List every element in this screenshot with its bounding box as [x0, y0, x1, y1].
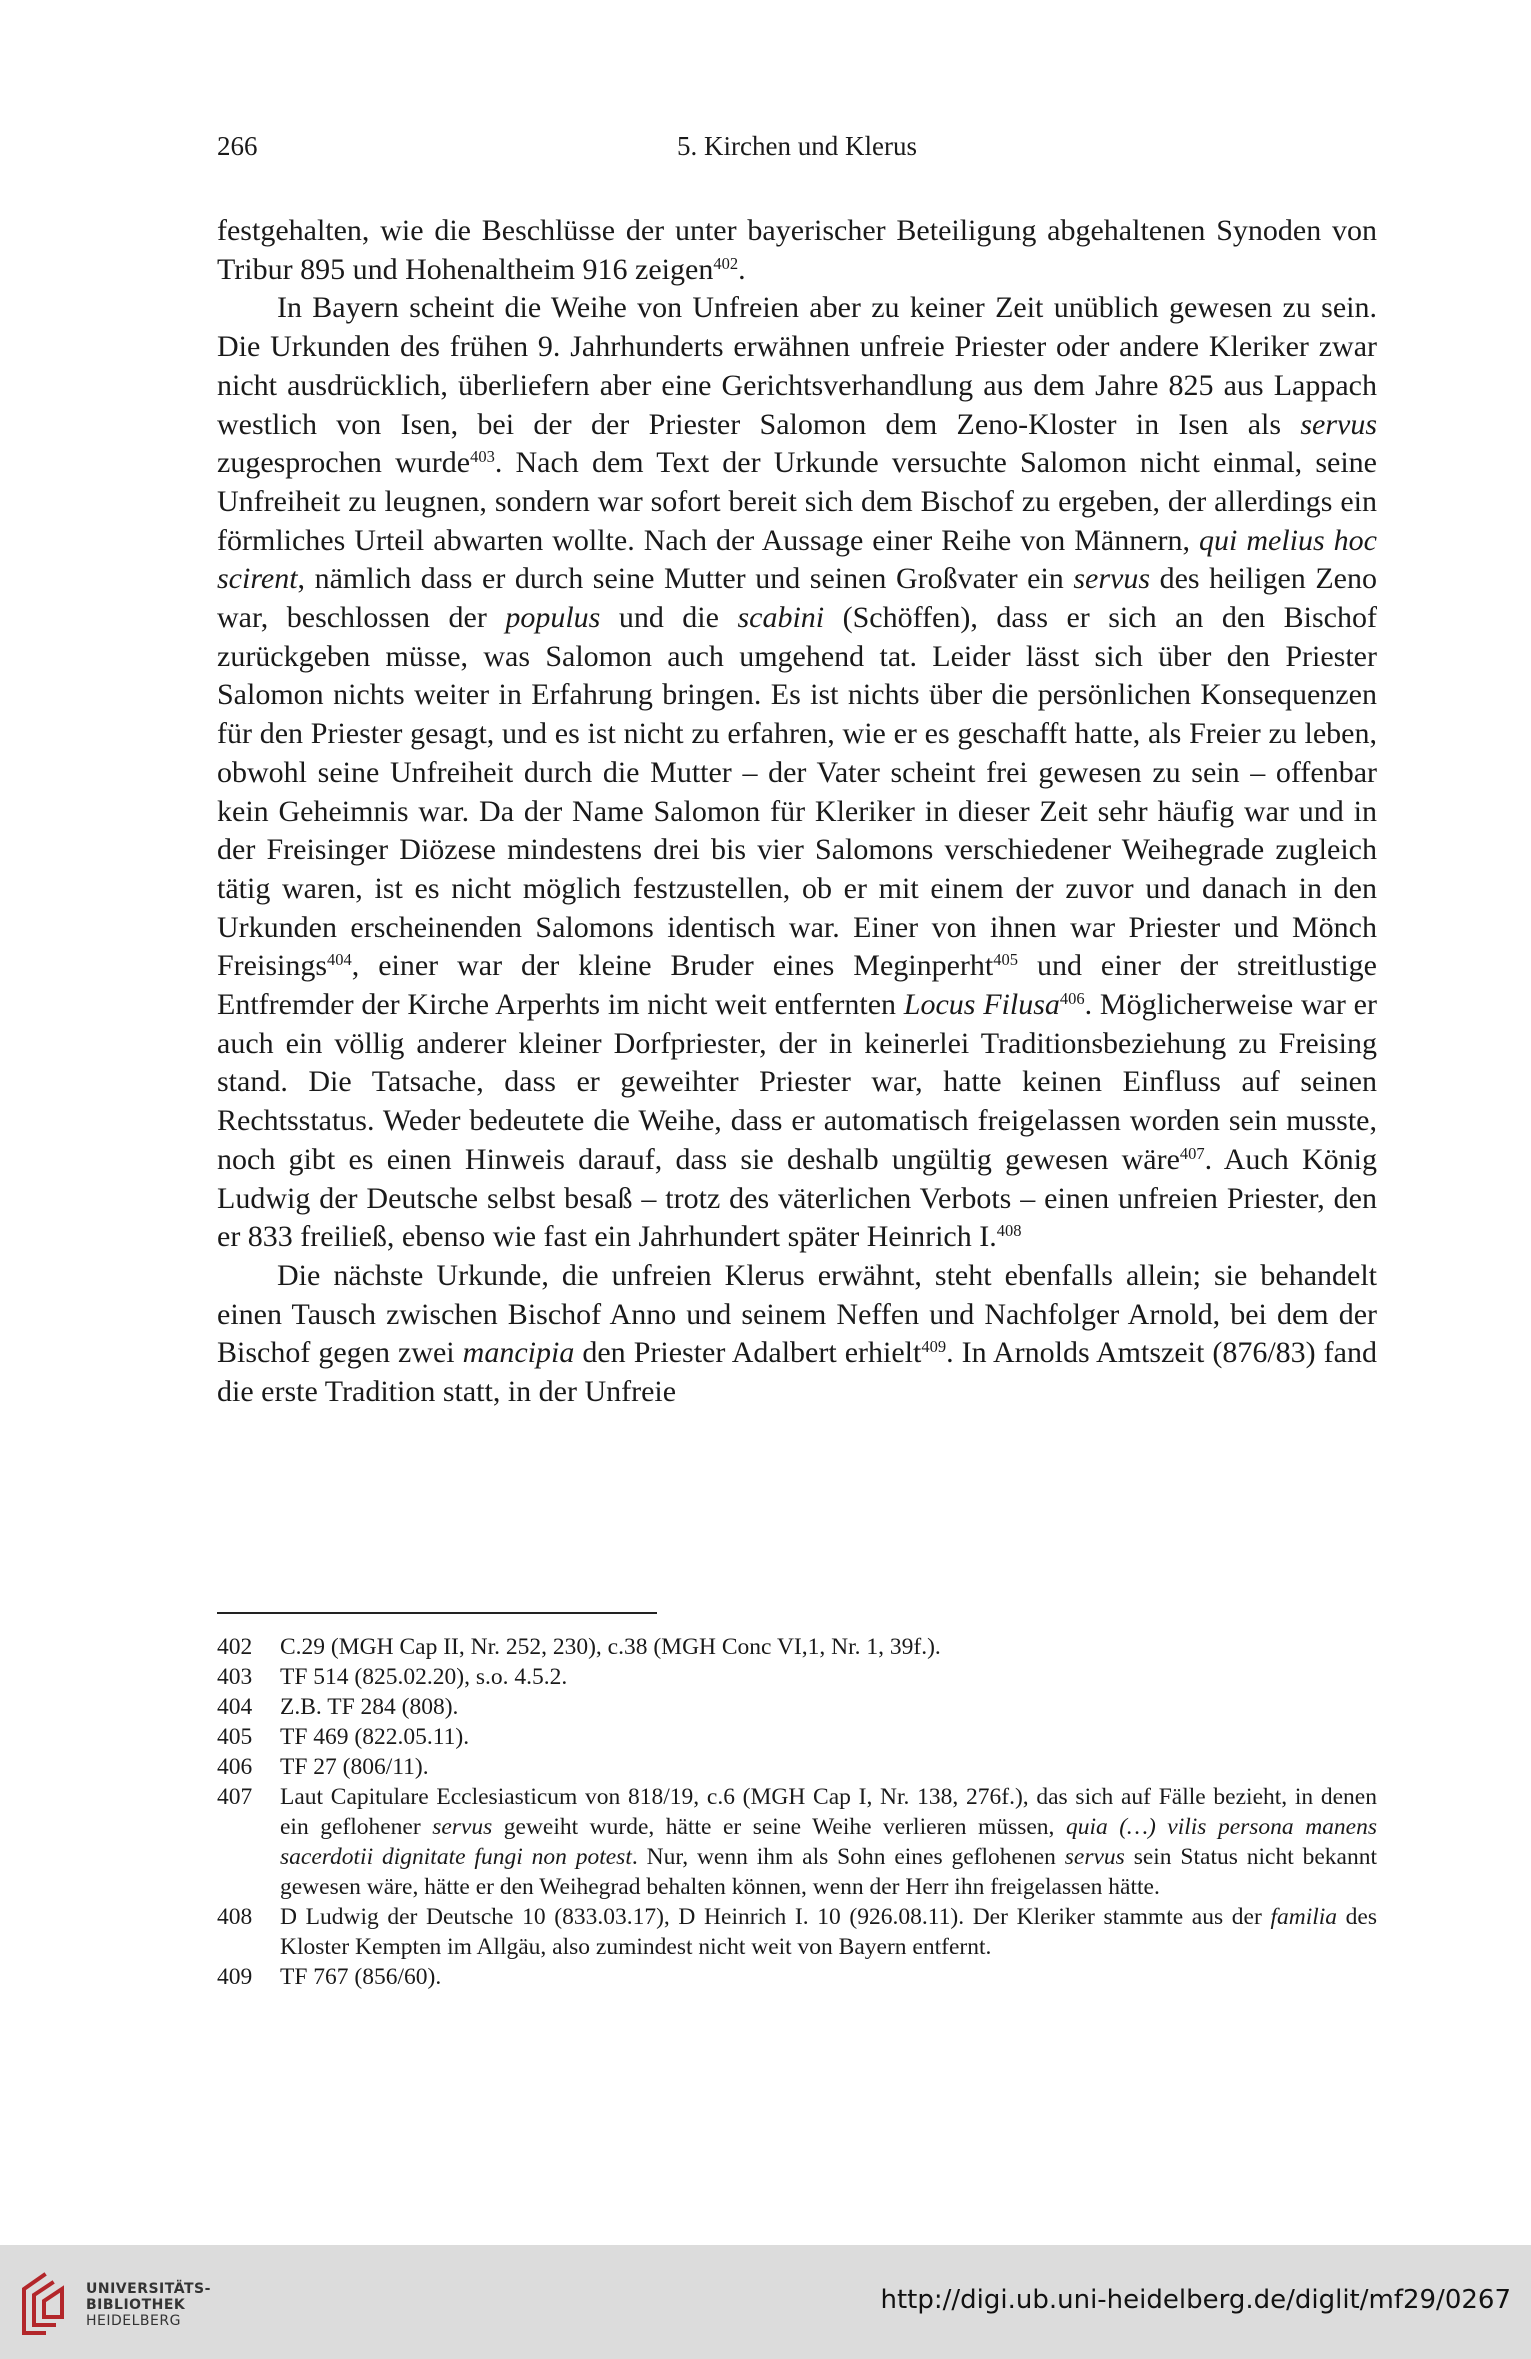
running-title: 5. Kirchen und Klerus — [677, 131, 917, 161]
latin-term: Locus Filusa — [903, 988, 1060, 1022]
footnote-ref-406[interactable]: 406 — [1059, 988, 1085, 1008]
footnote-ref-405[interactable]: 405 — [993, 950, 1019, 970]
footnote-number: 407 — [217, 1784, 253, 1810]
footnote-402 — [217, 1632, 1377, 1662]
digitization-footer — [0, 2245, 1531, 2359]
footnote-406 — [217, 1752, 1377, 1782]
footnote-separator — [217, 1612, 657, 1614]
text-run: festgehalten, wie die Beschlüsse der unter bayerischer Beteiligung abgehaltenen Synoden von Tribur 895 und Hohenaltheim 916 zeigen — [217, 214, 1377, 286]
paragraph-1 — [217, 212, 1377, 289]
text-run: zugesprochen wurde — [217, 446, 471, 480]
footnote-text: TF 514 (825.02.20), s.o. 4.5.2. — [280, 1664, 568, 1690]
latin-term: mancipia — [462, 1336, 575, 1370]
footnote-405 — [217, 1722, 1377, 1752]
text-run: . Nach dem Text der Urkunde versuchte Salomon nicht einmal, seine Unfreiheit zu leugnen, sondern war sofort bereit sich dem Bischof zu ergeben, der allerdings ein förmliches Urteil abwarten wollte. Nach der Aussage einer Reihe von Männern, — [217, 446, 1377, 557]
text-run: . — [738, 252, 746, 286]
library-name-line-2: BIBLIOTHEK — [86, 2297, 186, 2313]
latin-term: servus — [1300, 407, 1377, 441]
footnote-text: des Kloster Kempten im Allgäu, also zumindest nicht weit von Bayern entfernt. — [280, 1904, 1378, 1960]
footnote-text: . Nur, wenn ihm als Sohn eines geflohenen — [631, 1844, 1065, 1870]
library-logo[interactable] — [18, 2269, 318, 2339]
footnote-text: TF 27 (806/11). — [280, 1754, 429, 1780]
footnote-409 — [217, 1962, 1377, 1992]
text-run: , nämlich dass er durch seine Mutter und seinen Großvater ein — [297, 562, 1074, 596]
footnote-number: 408 — [217, 1904, 253, 1930]
text-run: (Schöffen), dass er sich an den Bischof zurückgeben müsse, was Salomon auch umgehend tat. Leider lässt sich über den Priester Salomon nichts weiter in Erfahrung bringen. Es ist nichts über die persönlichen Konsequenzen für den Priester gesagt, und es ist nicht zu erfahren, wie er es geschafft hatte, als Freier zu leben, obwohl seine Unfreiheit durch die Mutter – der Vater scheint frei gewesen zu sein – offenbar kein Geheimnis war. Da der Name Salomon für Kleriker in dieser Zeit sehr häufig war und in der Freisinger Diözese mindestens drei bis vier Salomons verschiedener Weihegrade zugleich tätig waren, ist es nicht möglich festzustellen, ob er mit einem der zuvor und danach in den Urkunden erscheinenden Salomons identisch war. Einer von ihnen war Priester und Mönch Freisings — [217, 601, 1377, 983]
footnote-number: 405 — [217, 1724, 253, 1750]
text-run: Die nächste Urkunde, die unfreien Klerus erwähnt, steht ebenfalls allein; sie behandelt einen Tausch zwischen Bischof Anno und seinem Neffen und Nachfolger Arnold, bei dem der Bischof gegen zwei — [217, 1258, 1377, 1370]
footnote-407 — [217, 1782, 1377, 1902]
latin-term: servus — [432, 1814, 493, 1840]
latin-term: servus — [1073, 562, 1151, 596]
footnote-ref-402[interactable]: 402 — [713, 253, 739, 273]
paragraph-2 — [217, 289, 1377, 1257]
text-run: den Priester Adalbert erhielt — [574, 1336, 922, 1370]
footnote-text: Laut Capitulare Ecclesiasticum von 818/19, c.6 (MGH Cap I, Nr. 138, 276f.), das sich auf Fälle bezieht, in denen ein geflohener — [280, 1784, 1377, 1840]
footnote-text: TF 469 (822.05.11). — [280, 1724, 470, 1750]
library-name — [86, 2281, 211, 2329]
library-logo-icon — [18, 2269, 76, 2339]
latin-term: servus — [1064, 1844, 1125, 1870]
footnote-404 — [217, 1692, 1377, 1722]
footnote-403 — [217, 1662, 1377, 1692]
main-text — [217, 212, 1377, 1412]
library-name-line-3: HEIDELBERG — [86, 2313, 181, 2329]
text-run: . Möglicherweise war er auch ein völlig anderer kleiner Dorfpriester, der in keinerlei Traditionsbeziehung zu Freising stand. Die Tatsache, dass er geweihter Priester war, hatte keinen Einfluss auf seinen Rechtsstatus. Weder bedeutete die Weihe, dass er automatisch freigelassen worden sein musste, noch gibt es einen Hinweis darauf, dass sie deshalb ungültig gewesen wäre — [217, 988, 1377, 1176]
footnotes — [217, 1632, 1377, 1992]
footnote-ref-408[interactable]: 408 — [996, 1221, 1022, 1241]
text-run: In Bayern scheint die Weihe von Unfreien aber zu keiner Zeit unüblich gewesen zu sein. Die Urkunden des frühen 9. Jahrhunderts erwähnen unfreie Priester oder andere Kleriker zwar nicht ausdrücklich, überliefern aber eine Gerichtsverhandlung aus dem Jahre 825 aus Lappach westlich von Isen, bei der der Priester Salomon dem Zeno-Kloster in Isen als — [217, 291, 1377, 441]
latin-term: familia — [1270, 1904, 1338, 1930]
footnote-ref-403[interactable]: 403 — [470, 447, 495, 466]
footnote-text: TF 767 (856/60). — [280, 1964, 442, 1990]
text-run: und einer der streitlustige Entfremder der Kirche Arperhts im nicht weit entfernten — [217, 949, 1377, 1022]
latin-term: scabini — [737, 601, 825, 635]
paragraph-3 — [217, 1257, 1377, 1412]
footnote-number: 406 — [217, 1754, 253, 1780]
footnote-number: 402 — [217, 1634, 253, 1660]
running-head — [217, 126, 1377, 166]
text-run: . In Arnolds Amtszeit (876/83) fand die erste Tradition statt, in der Unfreie — [217, 1336, 1377, 1409]
page-number: 266 — [217, 131, 258, 161]
footnote-ref-407[interactable]: 407 — [1179, 1143, 1205, 1163]
footnote-number: 403 — [217, 1664, 253, 1690]
text-run: des heiligen Zeno war, beschlossen der — [217, 562, 1377, 635]
footnote-number: 409 — [217, 1964, 253, 1990]
footnote-text: geweiht wurde, hätte er seine Weihe verlieren müssen, — [492, 1814, 1066, 1840]
latin-term: populus — [505, 601, 601, 635]
latin-term: qui melius hoc scirent — [217, 523, 1377, 596]
footnote-text: sein Status nicht bekannt gewesen wäre, hätte er den Weihegrad behalten können, wenn der Herr ihn freigelassen hätte. — [280, 1844, 1378, 1900]
footnote-text: Z.B. TF 284 (808). — [280, 1694, 459, 1720]
library-name-line-1: UNIVERSITÄTS- — [86, 2281, 211, 2297]
footnote-408 — [217, 1902, 1377, 1962]
permalink-url[interactable]: http://digi.ub.uni-heidelberg.de/diglit/mf29/0267 — [880, 2285, 1511, 2315]
footnote-ref-404[interactable]: 404 — [327, 950, 352, 970]
text-run: , einer war der kleine Bruder eines Meginperht — [351, 949, 994, 983]
text-run: . Auch König Ludwig der Deutsche selbst besaß – trotz des väterlichen Verbots – einen unfreien Priester, den er 833 freiließ, ebenso wie fast ein Jahrhundert später Heinrich I. — [217, 1142, 1377, 1254]
latin-quote: quia (…) vilis persona manens sacerdotii dignitate fungi non potest — [280, 1814, 1377, 1870]
footnote-number: 404 — [217, 1694, 253, 1720]
footnote-text: C.29 (MGH Cap II, Nr. 252, 230), c.38 (MGH Conc VI,1, Nr. 1, 39f.). — [280, 1634, 941, 1660]
footnote-text: D Ludwig der Deutsche 10 (833.03.17), D Heinrich I. 10 (926.08.11). Der Kleriker stammte aus der — [280, 1904, 1271, 1930]
text-run: und die — [600, 601, 738, 635]
footnote-ref-409[interactable]: 409 — [921, 1337, 947, 1357]
